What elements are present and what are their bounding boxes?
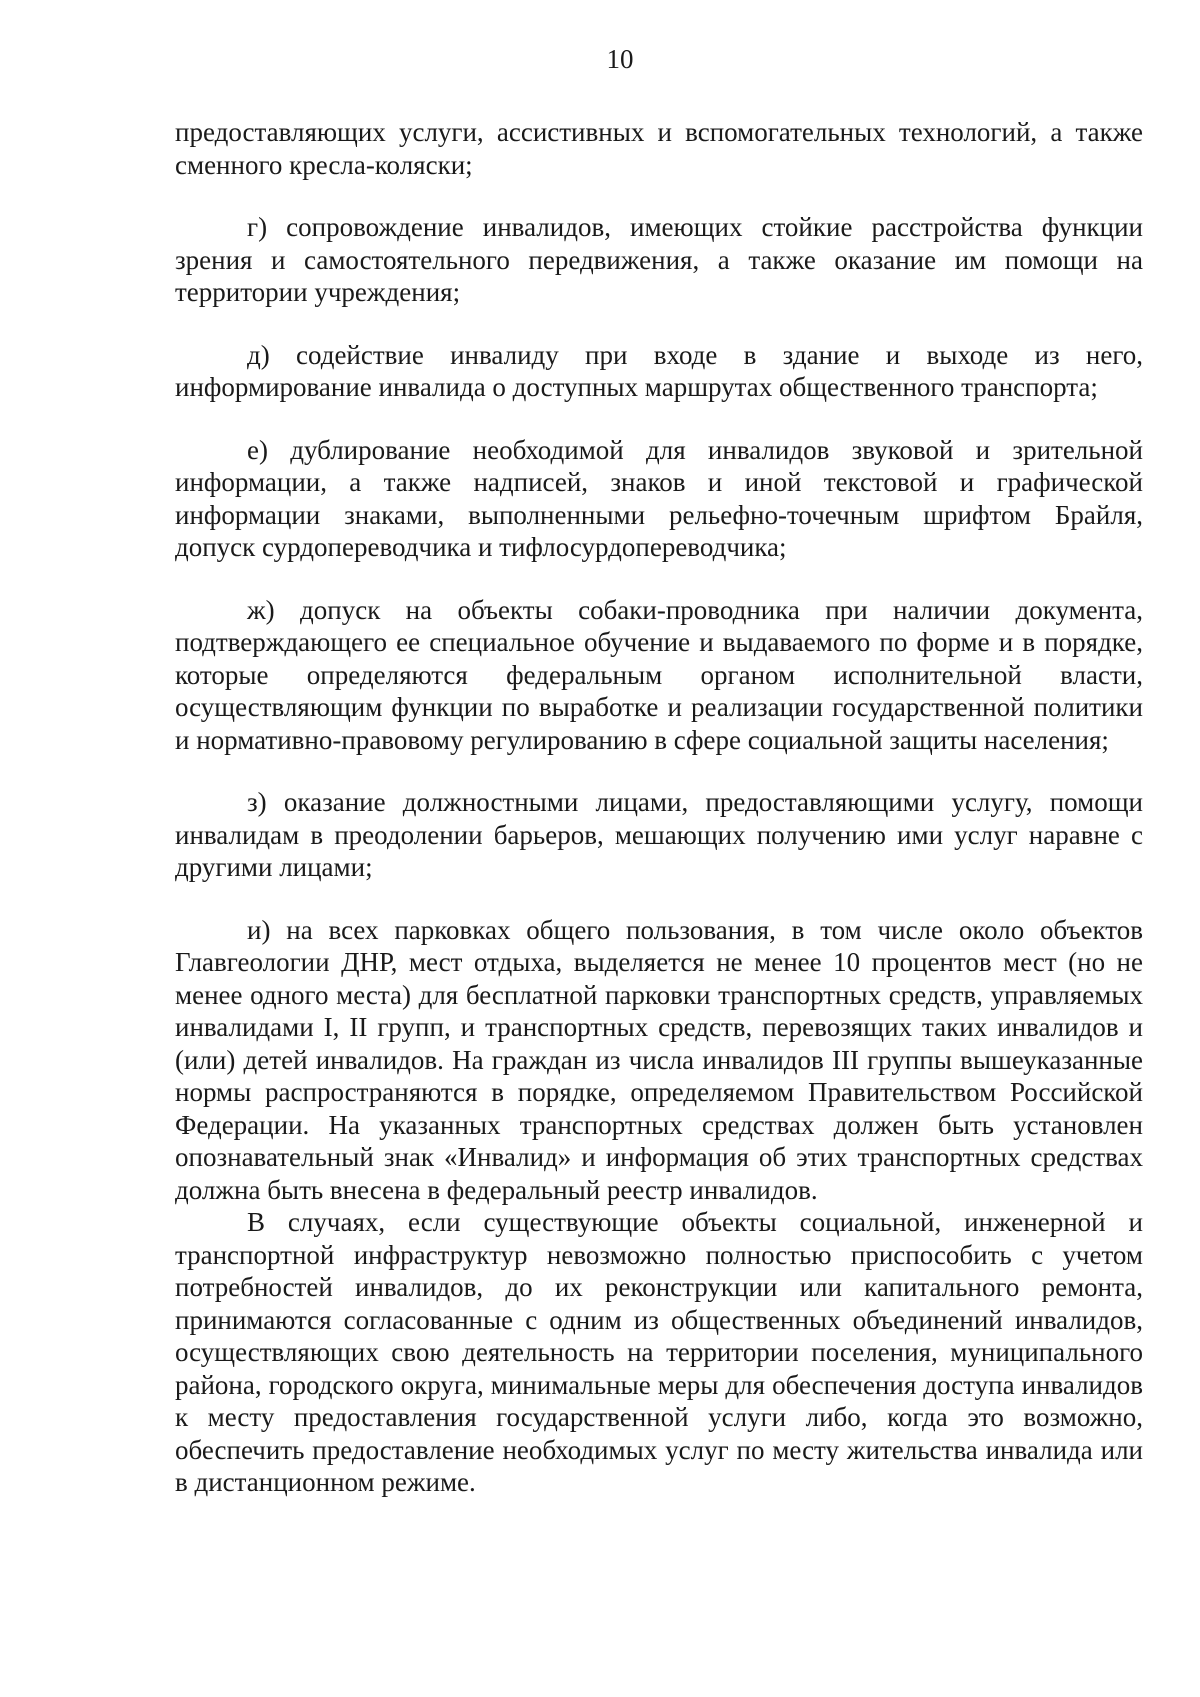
paragraph-item-z: з) оказание должностными лицами, предоставляющими услугу, помощи инвалидам в преодолении барьеров, мешающих получению ими услуг наравне с другими лицами; <box>175 787 1143 882</box>
paragraph-item-i: и) на всех парковках общего пользования, в том числе около объектов Главгеологии ДНР, мест отдыха, выделяется не менее 10 процентов мест (но не менее одного места) для бесплатной парковки транспортных средств, управляемых инвалидами I, II групп, и транспортных средств, перевозящих таких инвалидов и (или) детей инвалидов. На граждан из числа инвалидов III группы вышеуказанные нормы распространяются в порядке, определяемом Правительством Российской Федерации. На указанных транспортных средствах должен быть установлен опознавательный знак «Инвалид» и информация об этих транспортных средствах должна быть внесена в федеральный реестр инвалидов. <box>175 914 1143 1205</box>
paragraph-item-g: г) сопровождение инвалидов, имеющих стойкие расстройства функции зрения и самостоятельного передвижения, а также оказание им помощи на территории учреждения; <box>175 212 1143 307</box>
paragraph-item-e: е) дублирование необходимой для инвалидов звуковой и зрительной информации, а также надписей, знаков и иной текстовой и графической информации знаками, выполненными рельефно-точечным шрифтом Брайля, допуск сурдопереводчика и тифлосурдопереводчика; <box>175 434 1143 562</box>
paragraph-closing: В случаях, если существующие объекты социальной, инженерной и транспортной инфраструктур невозможно полностью приспособить с учетом потребностей инвалидов, до их реконструкции или капитального ремонта, принимаются согласованные с одним из общественных объединений инвалидов, осуществляющих свою деятельность на территории поселения, муниципального района, городского округа, минимальные меры для обеспечения доступа инвалидов к месту предоставления государственной услуги либо, когда это возможно, обеспечить предоставление необходимых услуг по месту жительства инвалида или в дистанционном режиме. <box>175 1207 1143 1497</box>
paragraph-continuation: предоставляющих услуги, ассистивных и вспомогательных технологий, а также сменного кресла-коляски; <box>175 117 1143 180</box>
paragraph-item-zh: ж) допуск на объекты собаки-проводника при наличии документа, подтверждающего ее специальное обучение и выдаваемого по форме и в порядке, которые определяются федеральным органом исполнительной власти, осуществляющим функции по выработке и реализации государственной политики и нормативно-правовому регулированию в сфере социальной защиты населения; <box>175 594 1143 755</box>
document-body <box>175 116 1143 1499</box>
page-number: 10 <box>606 44 634 74</box>
paragraph-item-d: д) содействие инвалиду при входе в здание и выходе из него, информирование инвалида о доступных маршрутах общественного транспорта; <box>175 339 1143 402</box>
